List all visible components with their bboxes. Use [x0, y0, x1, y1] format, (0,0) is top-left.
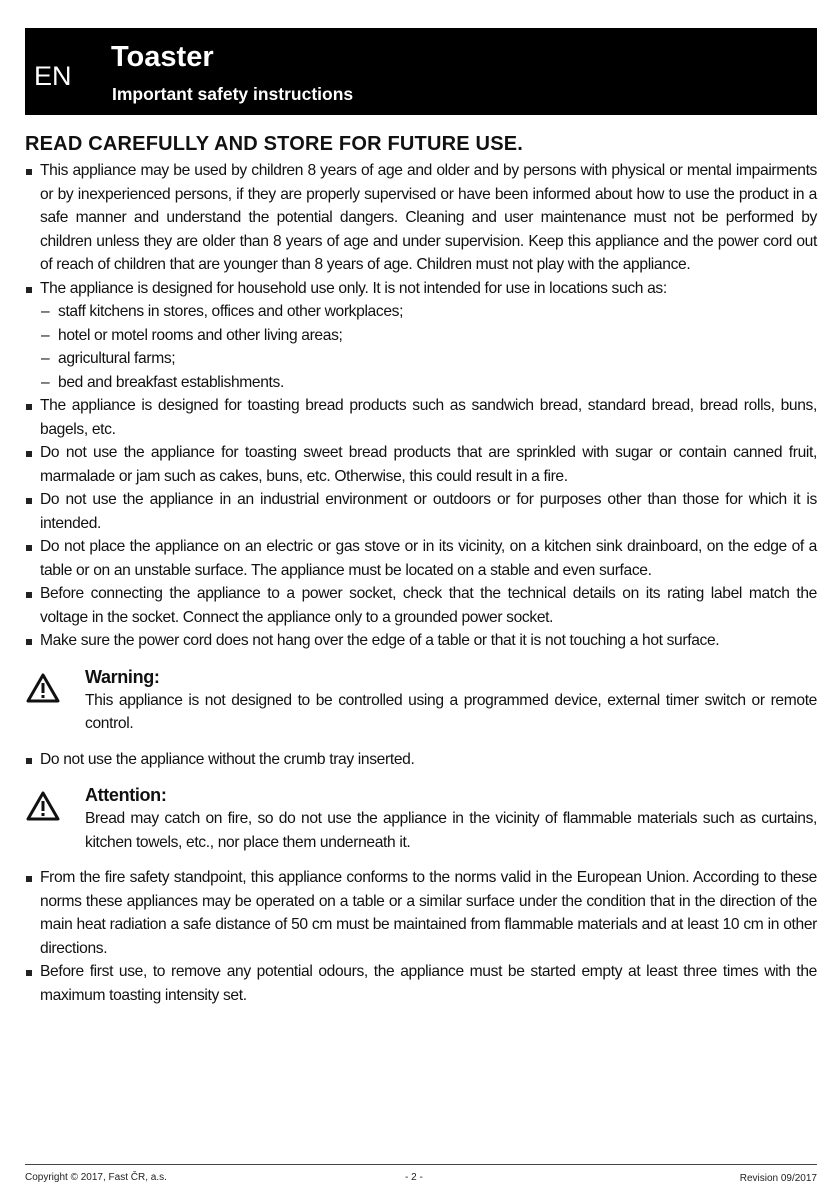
page-subtitle: Important safety instructions [112, 84, 354, 104]
list-item: Do not place the appliance on an electric or gas stove or in its vicinity, on a kitchen sink drainboard, on the edge of a table or on an unstable surface. The appliance must be located on a stable and even surface. [25, 535, 817, 582]
sub-list-item: – hotel or motel rooms and other living areas; [25, 324, 817, 348]
list-item: From the fire safety standpoint, this appliance conforms to the norms valid in the European Union. According to these norms these appliances may be operated on a table or a similar surface under the condition that in the direction of the main heat radiation a safe distance of 50 cm must be maintained from flammable materials and at least 10 cm in other directions. [25, 866, 817, 960]
instructions-content [25, 159, 817, 1007]
list-item: The appliance is designed for household use only. It is not intended for use in locations such as: [25, 277, 817, 301]
list-item: Do not use the appliance for toasting sweet bread products that are sprinkled with sugar or contain canned fruit, marmalade or jam such as cakes, buns, etc. Otherwise, this could result in a fire. [25, 441, 817, 488]
list-item: Before first use, to remove any potential odours, the appliance must be started empty at least three times with the maximum toasting intensity set. [25, 960, 817, 1007]
attention-text: Bread may catch on fire, so do not use the appliance in the vicinity of flammable materials such as curtains, kitchen towels, etc., nor place them underneath it. [85, 810, 817, 851]
page-title: Toaster [111, 41, 214, 73]
warning-block [25, 665, 817, 736]
warning-title: Warning: [85, 666, 160, 687]
sub-list-item: – agricultural farms; [25, 347, 817, 371]
revision-text: Revision 09/2017 [739, 1173, 817, 1184]
language-label: EN [34, 61, 72, 91]
list-item: Before connecting the appliance to a power socket, check that the technical details on its rating label match the voltage in the socket. Connect the appliance only to a grounded power socket. [25, 582, 817, 629]
sub-list-item: – bed and breakfast establishments. [25, 371, 817, 395]
warning-triangle-icon [26, 791, 60, 821]
list-item: Do not use the appliance in an industrial environment or outdoors or for purposes other than those for which it is intended. [25, 488, 817, 535]
main-heading: READ CAREFULLY AND STORE FOR FUTURE USE. [25, 133, 524, 155]
sub-list-item: – staff kitchens in stores, offices and other workplaces; [25, 300, 817, 324]
warning-text: This appliance is not designed to be controlled using a programmed device, external timer switch or remote control. [85, 691, 817, 732]
list-item: This appliance may be used by children 8 years of age and older and by persons with physical or mental impairments or by inexperienced persons, if they are properly supervised or have been informed about how to use the product in a safe manner and understand the potential dangers. Cleaning and user maintenance must not be performed by children unless they are older than 8 years of age and under supervision. Keep this appliance and the power cord out of reach of children that are younger than 8 years of age. Children must not play with the appliance. [25, 159, 817, 277]
list-item: The appliance is designed for toasting bread products such as sandwich bread, standard bread, bread rolls, buns, bagels, etc. [25, 394, 817, 441]
attention-title: Attention: [85, 785, 167, 805]
header-bar [25, 28, 817, 115]
page-footer [25, 1164, 817, 1184]
list-item: Do not use the appliance without the crumb tray inserted. [25, 748, 817, 772]
list-item: Make sure the power cord does not hang over the edge of a table or that it is not touching a hot surface. [25, 629, 817, 653]
warning-triangle-icon [26, 673, 60, 703]
attention-block [25, 783, 817, 854]
page-number: - 2 - [405, 1172, 423, 1183]
copyright-text: Copyright © 2017, Fast ČR, a.s. [25, 1172, 167, 1183]
